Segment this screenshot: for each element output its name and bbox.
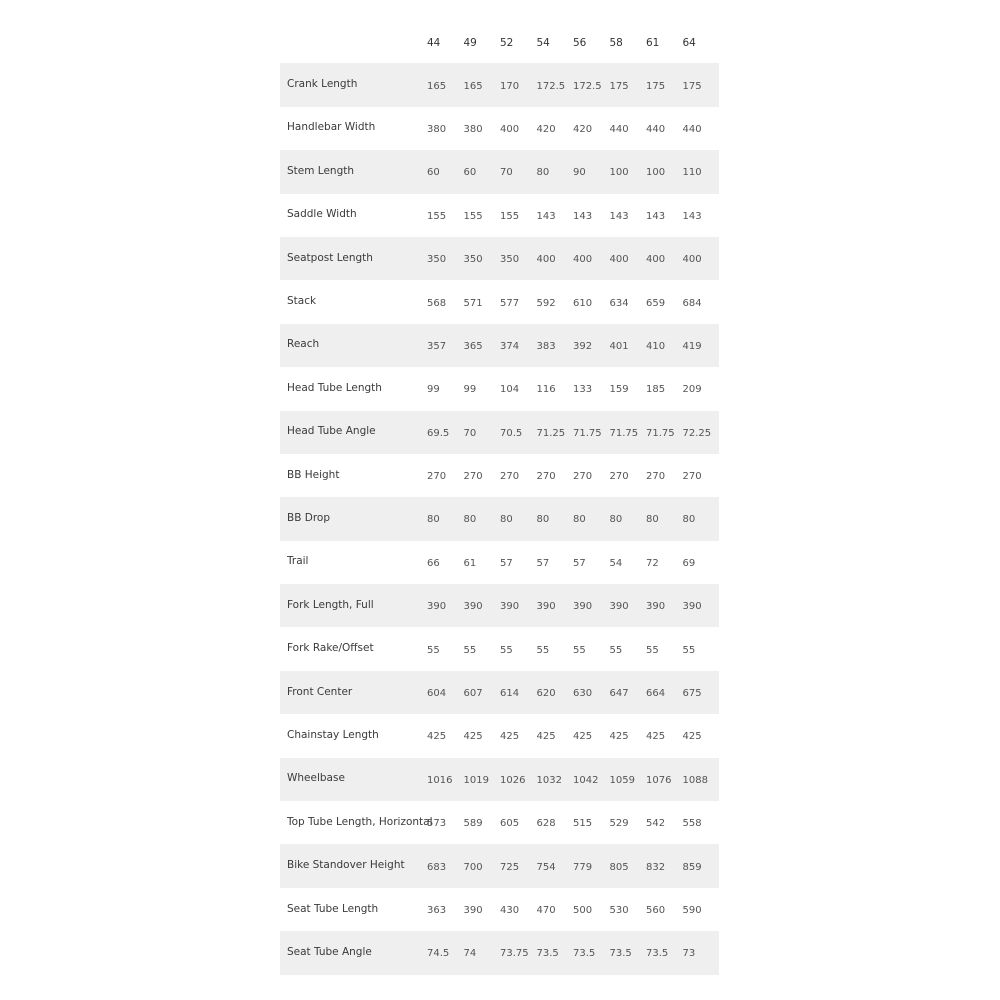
table-cell: 425: [536, 731, 556, 743]
table-cell: 425: [609, 731, 629, 743]
size-header-52: 52: [500, 36, 514, 49]
table-cell: 55: [463, 644, 477, 656]
table-cell: 57: [573, 557, 586, 569]
table-cell: 400: [500, 123, 520, 135]
table-cell: 647: [609, 688, 629, 700]
table-row: [280, 627, 719, 670]
table-cell: 410: [646, 340, 666, 352]
table-cell: 390: [536, 601, 556, 613]
table-cell: 143: [682, 210, 702, 222]
table-row: [280, 541, 719, 584]
table-cell: 71.25: [536, 427, 566, 439]
table-cell: 430: [500, 905, 520, 916]
table-cell: 577: [500, 297, 520, 309]
row-label: Top Tube Length, Horizontal: [287, 815, 433, 828]
row-label: BB Height: [287, 468, 340, 481]
table-cell: 71.75: [573, 427, 602, 439]
size-header-54: 54: [536, 36, 550, 49]
table-cell: 71.75: [609, 427, 639, 439]
row-label: Crank Length: [287, 78, 358, 91]
table-cell: 440: [682, 123, 702, 135]
table-cell: 116: [536, 384, 556, 396]
table-cell: 365: [463, 340, 483, 352]
table-cell: 390: [427, 601, 447, 613]
table-cell: 400: [646, 254, 666, 266]
table-row: [280, 237, 719, 280]
table-cell: 350: [463, 254, 483, 266]
table-cell: 270: [682, 471, 702, 483]
table-row: [280, 801, 719, 844]
table-cell: 110: [682, 167, 702, 179]
table-cell: 420: [536, 123, 556, 135]
table-cell: 620: [536, 688, 556, 700]
table-cell: 425: [646, 731, 666, 743]
table-cell: 270: [609, 471, 629, 483]
table-row: [280, 411, 719, 454]
table-cell: 70: [463, 427, 477, 439]
table-cell: 1026: [500, 774, 526, 786]
row-label: Chainstay Length: [287, 728, 379, 741]
size-header-61: 61: [646, 36, 660, 49]
table-cell: 172.5: [573, 80, 602, 92]
table-cell: 73.5: [609, 948, 632, 960]
table-cell: 55: [609, 644, 623, 656]
table-cell: 500: [573, 905, 593, 916]
table-row: [280, 367, 719, 410]
table-row: [280, 758, 719, 801]
table-body: [280, 63, 719, 974]
table-cell: 357: [427, 340, 447, 352]
table-cell: 1019: [463, 774, 489, 786]
table-cell: 390: [573, 601, 593, 613]
table-cell: 73.5: [573, 948, 596, 960]
table-cell: 425: [463, 731, 483, 743]
table-cell: 55: [500, 644, 513, 656]
table-cell: 419: [682, 340, 702, 352]
table-cell: 515: [573, 818, 593, 830]
table-cell: 74.5: [427, 948, 450, 960]
table-cell: 170: [500, 80, 520, 92]
row-label: Wheelbase: [287, 772, 345, 785]
table-row: [280, 584, 719, 627]
table-cell: 383: [536, 340, 556, 352]
row-label: Stem Length: [287, 164, 355, 177]
table-row: [280, 454, 719, 497]
table-cell: 529: [609, 818, 629, 830]
table-cell: 605: [500, 818, 520, 830]
table-cell: 54: [609, 557, 623, 569]
table-cell: 165: [427, 80, 447, 92]
table-cell: 55: [646, 644, 659, 656]
row-label: Reach: [287, 338, 320, 351]
table-cell: 425: [427, 731, 447, 743]
table-cell: 560: [646, 905, 666, 916]
table-cell: 55: [573, 644, 586, 656]
table-cell: 390: [500, 601, 520, 613]
table-cell: 568: [427, 297, 447, 309]
table-cell: 573: [427, 818, 447, 830]
table-cell: 363: [427, 905, 447, 916]
table-row: [280, 150, 719, 193]
table-cell: 61: [463, 557, 477, 569]
table-cell: 530: [609, 905, 629, 916]
table-cell: 610: [573, 297, 593, 309]
table-cell: 350: [427, 254, 447, 266]
table-cell: 270: [573, 471, 593, 483]
size-header-64: 64: [682, 36, 696, 49]
row-label: Fork Length, Full: [287, 598, 374, 611]
table-cell: 470: [536, 905, 556, 916]
table-cell: 380: [463, 123, 483, 135]
table-cell: 69.5: [427, 427, 450, 439]
size-header-44: 44: [427, 36, 441, 49]
table-cell: 72.25: [682, 427, 712, 439]
table-row: [280, 497, 719, 540]
table-cell: 390: [646, 601, 666, 613]
table-cell: 104: [500, 384, 520, 396]
table-cell: 270: [500, 471, 520, 483]
table-cell: 401: [609, 340, 629, 352]
table-cell: 440: [609, 123, 629, 135]
table-cell: 80: [682, 514, 696, 526]
table-cell: 80: [646, 514, 659, 526]
geometry-table: [280, 20, 719, 975]
table-cell: 420: [573, 123, 593, 135]
table-cell: 390: [463, 601, 483, 613]
table-cell: 542: [646, 818, 666, 830]
table-cell: 380: [427, 123, 447, 135]
table-cell: 779: [573, 861, 593, 873]
table-cell: 805: [609, 861, 629, 873]
table-cell: 832: [646, 861, 666, 873]
row-label: BB Drop: [287, 511, 331, 524]
table-cell: 100: [609, 167, 629, 179]
table-cell: 614: [500, 688, 520, 700]
table-cell: 100: [646, 167, 666, 179]
table-cell: 80: [500, 514, 513, 526]
table-cell: 425: [500, 731, 520, 743]
table-cell: 74: [463, 948, 477, 960]
table-cell: 209: [682, 384, 702, 396]
table-cell: 57: [536, 557, 550, 569]
table-row: [280, 280, 719, 323]
table-cell: 590: [682, 905, 702, 916]
table-cell: 60: [463, 167, 477, 179]
row-label: Seatpost Length: [287, 251, 373, 264]
table-cell: 392: [573, 340, 593, 352]
table-cell: 270: [463, 471, 483, 483]
table-cell: 571: [463, 297, 483, 309]
table-cell: 270: [536, 471, 556, 483]
table-cell: 604: [427, 688, 447, 700]
table-cell: 159: [609, 384, 629, 396]
table-cell: 659: [646, 297, 666, 309]
table-cell: 99: [463, 384, 477, 396]
table-row: [280, 671, 719, 714]
table-cell: 558: [682, 818, 702, 830]
table-cell: 754: [536, 861, 556, 873]
table-cell: 175: [646, 80, 666, 92]
table-cell: 634: [609, 297, 629, 309]
table-cell: 175: [682, 80, 702, 92]
table-cell: 425: [682, 731, 702, 743]
table-cell: 1076: [646, 774, 672, 786]
table-cell: 80: [609, 514, 623, 526]
table-cell: 270: [427, 471, 447, 483]
table-cell: 400: [609, 254, 629, 266]
row-label: Trail: [287, 555, 309, 568]
size-header-58: 58: [609, 36, 623, 49]
table-cell: 73.75: [500, 948, 529, 960]
table-cell: 143: [609, 210, 629, 222]
table-cell: 425: [573, 731, 593, 743]
table-row: [280, 714, 719, 757]
table-cell: 725: [500, 861, 520, 873]
row-label: Handlebar Width: [287, 121, 376, 134]
table-cell: 400: [682, 254, 702, 266]
table-cell: 592: [536, 297, 556, 309]
table-cell: 1016: [427, 774, 453, 786]
table-cell: 859: [682, 861, 702, 873]
table-cell: 1059: [609, 774, 635, 786]
table-header-row: [280, 20, 719, 63]
table-cell: 70.5: [500, 427, 523, 439]
table-cell: 374: [500, 340, 520, 352]
table-cell: 155: [500, 210, 520, 222]
table-cell: 66: [427, 557, 440, 569]
table-cell: 55: [682, 644, 696, 656]
table-row: [280, 324, 719, 367]
table-cell: 133: [573, 384, 593, 396]
table-cell: 607: [463, 688, 483, 700]
row-label: Stack: [287, 295, 317, 308]
table-cell: 683: [427, 861, 447, 873]
table-cell: 70: [500, 167, 513, 179]
table-cell: 80: [536, 167, 550, 179]
table-cell: 390: [463, 905, 483, 916]
row-label: Head Tube Length: [287, 381, 382, 394]
table-cell: 630: [573, 688, 593, 700]
table-cell: 69: [682, 557, 696, 569]
table-cell: 675: [682, 688, 702, 700]
table-cell: 350: [500, 254, 520, 266]
table-cell: 172.5: [536, 80, 566, 92]
table-cell: 1042: [573, 774, 599, 786]
table-cell: 73.5: [646, 948, 669, 960]
table-cell: 400: [573, 254, 593, 266]
table-cell: 155: [463, 210, 483, 222]
table-cell: 71.75: [646, 427, 675, 439]
table-cell: 143: [573, 210, 593, 222]
table-cell: 55: [536, 644, 550, 656]
table-cell: 155: [427, 210, 447, 222]
table-row: [280, 844, 719, 887]
table-row: [280, 194, 719, 237]
table-cell: 80: [573, 514, 586, 526]
table-cell: 628: [536, 818, 556, 830]
size-header-49: 49: [463, 36, 477, 49]
table-cell: 1032: [536, 774, 562, 786]
table-cell: 80: [463, 514, 477, 526]
table-cell: 80: [427, 514, 440, 526]
table-cell: 143: [646, 210, 666, 222]
table-cell: 440: [646, 123, 666, 135]
row-label: Bike Standover Height: [287, 859, 405, 872]
table-cell: 80: [536, 514, 550, 526]
table-cell: 185: [646, 384, 666, 396]
table-cell: 700: [463, 861, 483, 873]
table-cell: 400: [536, 254, 556, 266]
table-cell: 175: [609, 80, 629, 92]
table-cell: 57: [500, 557, 513, 569]
row-label: Fork Rake/Offset: [287, 642, 374, 655]
table-cell: 55: [427, 644, 440, 656]
table-cell: 143: [536, 210, 556, 222]
table-cell: 664: [646, 688, 666, 700]
row-label: Seat Tube Angle: [287, 945, 372, 958]
table-cell: 1088: [682, 774, 708, 786]
table-row: [280, 888, 719, 931]
table-cell: 390: [609, 601, 629, 613]
size-header-56: 56: [573, 36, 587, 49]
row-label: Seat Tube Length: [287, 902, 379, 915]
table-row: [280, 107, 719, 150]
table-cell: 165: [463, 80, 483, 92]
table-row: [280, 931, 719, 974]
row-label: Front Center: [287, 685, 353, 698]
row-label: Head Tube Angle: [287, 425, 376, 438]
table-cell: 72: [646, 557, 659, 569]
table-cell: 684: [682, 297, 702, 309]
table-cell: 99: [427, 384, 440, 396]
table-cell: 73.5: [536, 948, 559, 960]
table-cell: 90: [573, 167, 586, 179]
table-cell: 589: [463, 818, 483, 830]
table-cell: 270: [646, 471, 666, 483]
row-label: Saddle Width: [287, 208, 357, 221]
table-cell: 60: [427, 167, 440, 179]
table-cell: 73: [682, 948, 696, 960]
table-cell: 390: [682, 601, 702, 613]
table-row: [280, 63, 719, 106]
